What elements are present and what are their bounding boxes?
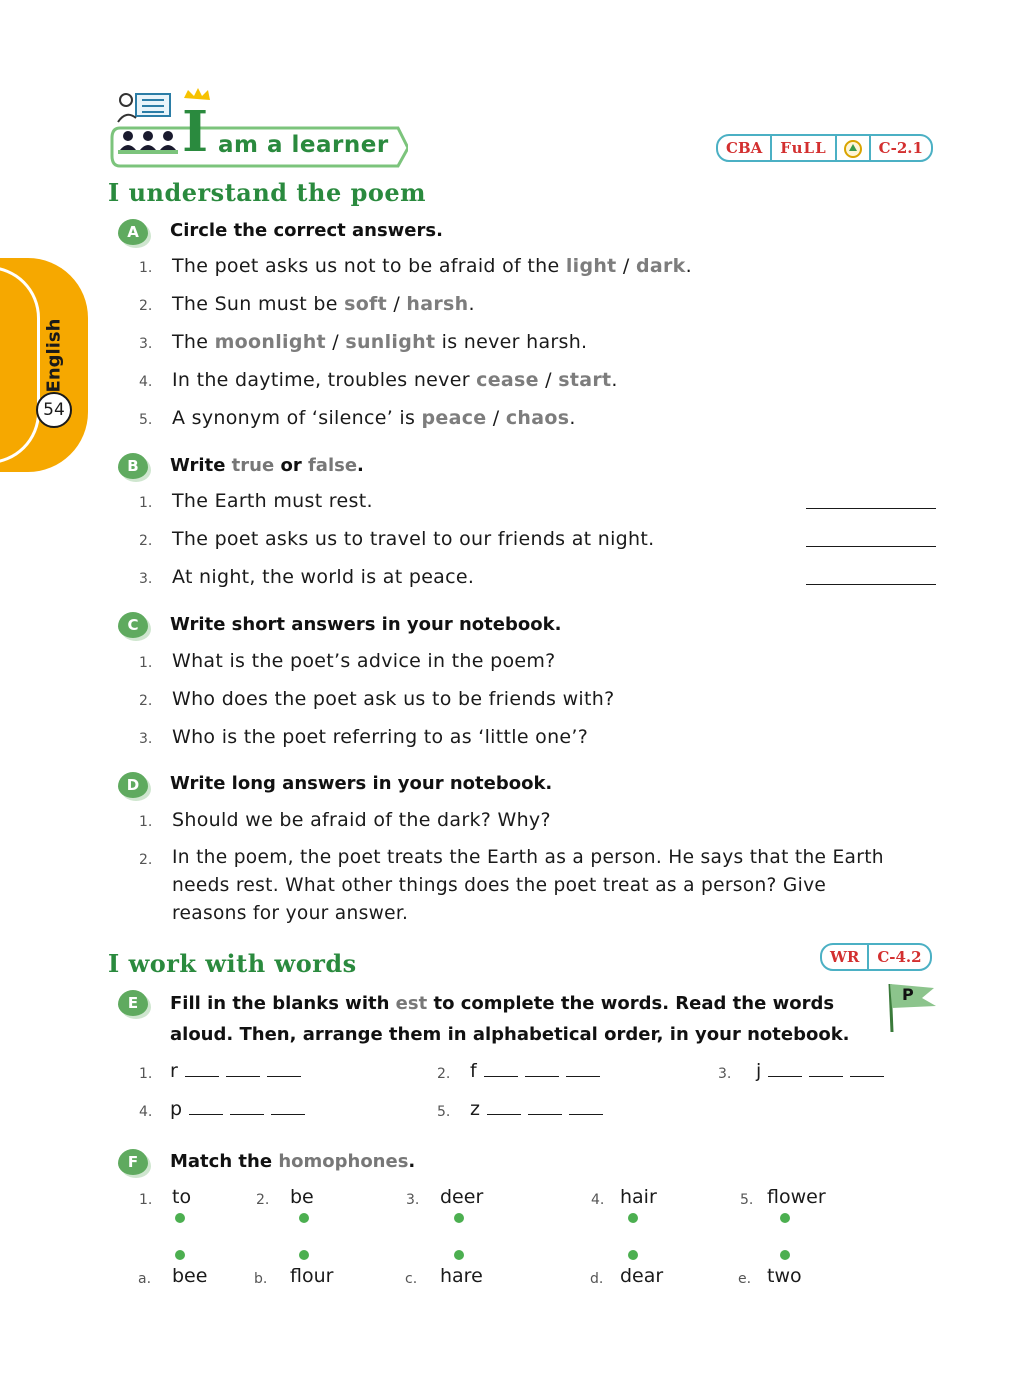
item-number: 2. xyxy=(437,1066,451,1082)
match-word-top: to xyxy=(172,1186,192,1208)
question-c2: Who does the poet ask us to be friends with? xyxy=(172,688,615,710)
match-word-top: be xyxy=(290,1186,314,1208)
instruction-d: Write long answers in your notebook. xyxy=(170,773,553,794)
match-dot[interactable] xyxy=(628,1250,638,1260)
match-dot[interactable] xyxy=(175,1250,185,1260)
question-d1: Should we be afraid of the dark? Why? xyxy=(172,809,551,831)
badge-a: A xyxy=(118,219,148,245)
instruction-b: Write true or false. xyxy=(170,455,364,476)
badge-e: E xyxy=(118,990,148,1016)
item-number: 5. xyxy=(437,1104,451,1120)
question-number: 1. xyxy=(139,814,153,830)
match-dot[interactable] xyxy=(299,1213,309,1223)
competency-tag xyxy=(716,134,933,162)
answer-blank[interactable] xyxy=(806,584,936,585)
question-number: 1. xyxy=(139,260,153,276)
question-a1: The poet asks us not to be afraid of the light / dark. xyxy=(172,255,692,277)
option[interactable]: soft xyxy=(344,293,388,315)
option[interactable]: moonlight xyxy=(214,331,326,353)
match-dot[interactable] xyxy=(454,1213,464,1223)
word-blank-4[interactable]: p xyxy=(170,1098,305,1120)
match-word-bottom: bee xyxy=(172,1265,208,1287)
option[interactable]: dark xyxy=(635,255,686,277)
option[interactable]: cease xyxy=(476,369,539,391)
word-blank-2[interactable]: f xyxy=(470,1060,600,1082)
question-number: 2. xyxy=(139,298,153,314)
question-number: 4. xyxy=(139,374,153,390)
flag-label: P xyxy=(902,985,914,1004)
match-word-top: deer xyxy=(440,1186,484,1208)
match-word-bottom: dear xyxy=(620,1265,664,1287)
instruction-c: Write short answers in your notebook. xyxy=(170,614,562,635)
question-d2-line3: reasons for your answer. xyxy=(172,903,409,924)
match-dot[interactable] xyxy=(780,1213,790,1223)
tag-code-2: C-4.2 xyxy=(877,948,922,966)
emblem-icon xyxy=(837,136,871,160)
instruction-a: Circle the correct answers. xyxy=(170,220,443,241)
badge-f: F xyxy=(118,1149,148,1175)
match-letter: e. xyxy=(738,1271,752,1287)
instruction-e-line2: aloud. Then, arrange them in alphabetical order, in your notebook. xyxy=(170,1024,850,1045)
question-a2: The Sun must be soft / harsh. xyxy=(172,293,475,315)
word-blank-3[interactable]: j xyxy=(756,1060,884,1082)
badge-c: C xyxy=(118,612,148,638)
match-dot[interactable] xyxy=(299,1250,309,1260)
word-blank-1[interactable]: r xyxy=(170,1060,301,1082)
match-letter: a. xyxy=(138,1271,152,1287)
question-b1: The Earth must rest. xyxy=(172,490,373,512)
match-number: 2. xyxy=(256,1192,270,1208)
match-word-top: flower xyxy=(767,1186,826,1208)
match-number: 1. xyxy=(139,1192,153,1208)
subject-label: English xyxy=(43,318,65,393)
item-number: 4. xyxy=(139,1104,153,1120)
match-number: 4. xyxy=(591,1192,605,1208)
answer-blank[interactable] xyxy=(806,546,936,547)
match-word-top: hair xyxy=(620,1186,657,1208)
question-a5: A synonym of ‘silence’ is peace / chaos. xyxy=(172,407,576,429)
question-number: 3. xyxy=(139,336,153,352)
match-number: 5. xyxy=(740,1192,754,1208)
match-dot[interactable] xyxy=(454,1250,464,1260)
match-word-bottom: hare xyxy=(440,1265,483,1287)
option[interactable]: start xyxy=(558,369,612,391)
match-letter: b. xyxy=(254,1271,268,1287)
question-b2: The poet asks us to travel to our friends at night. xyxy=(172,528,655,550)
question-number: 3. xyxy=(139,731,153,747)
section-title-understand: I understand the poem xyxy=(108,178,427,207)
badge-b: B xyxy=(118,453,148,479)
question-number: 3. xyxy=(139,571,153,587)
tag-cba: CBA xyxy=(718,136,772,160)
match-letter: d. xyxy=(590,1271,604,1287)
answer-blank[interactable] xyxy=(806,508,936,509)
question-number: 1. xyxy=(139,495,153,511)
question-number: 5. xyxy=(139,412,153,428)
page-number: 54 xyxy=(36,392,72,428)
instruction-f: Match the homophones. xyxy=(170,1151,416,1172)
item-number: 1. xyxy=(139,1066,153,1082)
match-word-bottom: flour xyxy=(290,1265,334,1287)
tag-full: FuLL xyxy=(772,136,836,160)
competency-tag-2 xyxy=(820,943,932,971)
tag-wr: WR xyxy=(822,945,869,969)
option[interactable]: harsh xyxy=(406,293,469,315)
match-dot[interactable] xyxy=(175,1213,185,1223)
question-number: 1. xyxy=(139,655,153,671)
question-number: 2. xyxy=(139,693,153,709)
question-a3: The moonlight / sunlight is never harsh. xyxy=(172,331,588,353)
question-b3: At night, the world is at peace. xyxy=(172,566,475,588)
match-dot[interactable] xyxy=(780,1250,790,1260)
option[interactable]: light xyxy=(565,255,617,277)
option[interactable]: chaos xyxy=(505,407,570,429)
match-dot[interactable] xyxy=(628,1213,638,1223)
question-d2-line1: In the poem, the poet treats the Earth as a person. He says that the Earth xyxy=(172,847,884,868)
question-a4: In the daytime, troubles never cease / start. xyxy=(172,369,618,391)
tag-code: C-2.1 xyxy=(878,139,923,157)
banner-title: am a learner xyxy=(218,132,389,158)
banner-letter: I xyxy=(182,99,209,165)
option[interactable]: sunlight xyxy=(345,331,436,353)
match-letter: c. xyxy=(405,1271,418,1287)
question-c1: What is the poet’s advice in the poem? xyxy=(172,650,556,672)
question-c3: Who is the poet referring to as ‘little one’? xyxy=(172,726,589,748)
match-word-bottom: two xyxy=(767,1265,802,1287)
question-number: 2. xyxy=(139,852,153,868)
section-title-words: I work with words xyxy=(108,949,357,978)
badge-d: D xyxy=(118,772,148,798)
option[interactable]: peace xyxy=(421,407,487,429)
question-number: 2. xyxy=(139,533,153,549)
instruction-e-line1: Fill in the blanks with est to complete the words. Read the words xyxy=(170,993,835,1014)
match-number: 3. xyxy=(406,1192,420,1208)
word-blank-5[interactable]: z xyxy=(470,1098,603,1120)
item-number: 3. xyxy=(718,1066,732,1082)
question-d2-line2: needs rest. What other things does the poet treat as a person? Give xyxy=(172,875,827,896)
